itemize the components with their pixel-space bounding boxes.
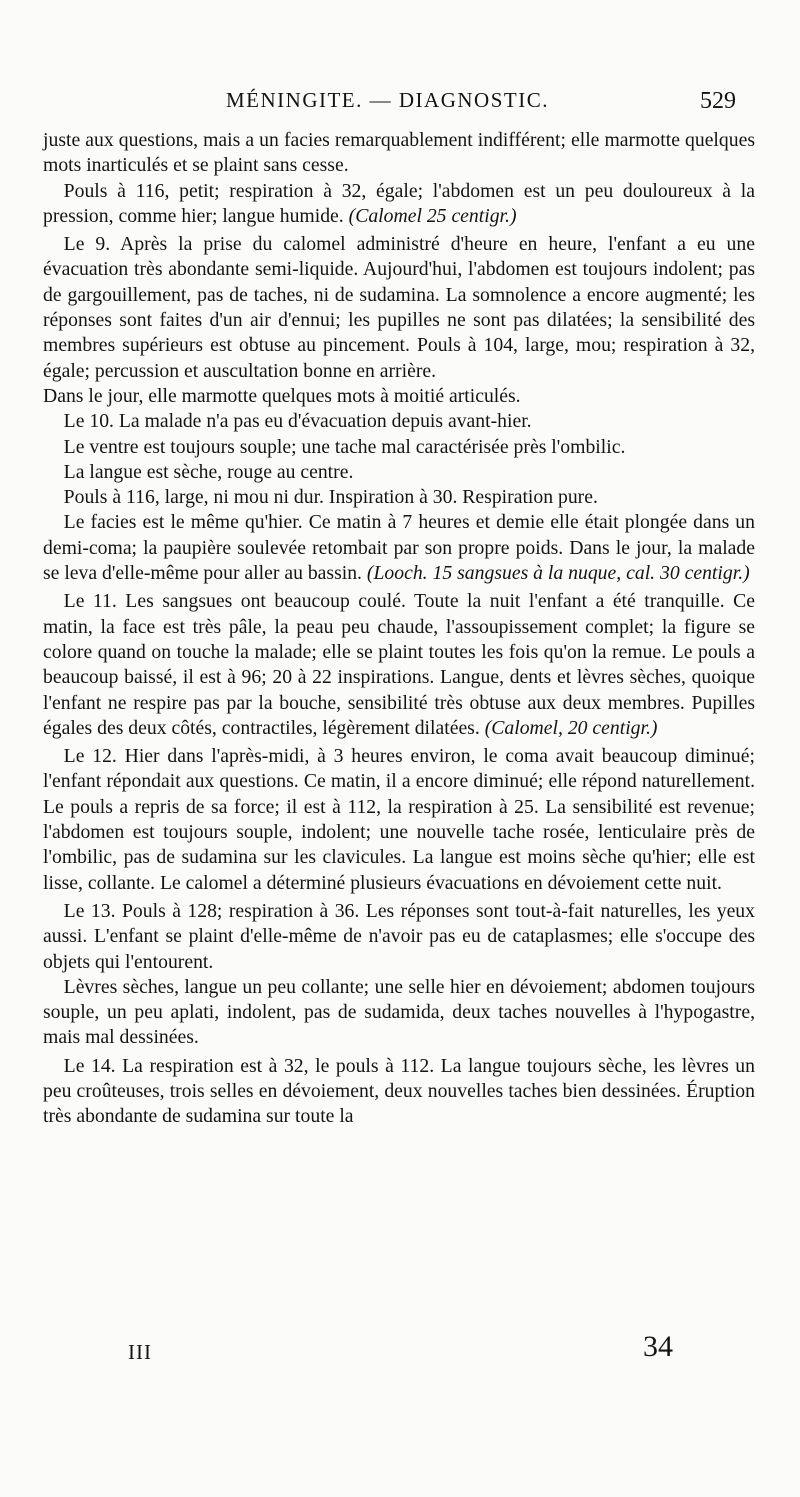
paragraph-text: Le 9. Après la prise du calomel administré d'heure en heure, l'enfant a eu une évacuation très abondante semi-liquide. Aujourd'hui, l'abdomen est toujours indolent; pas de gargouillement, pas de taches, ni de sudamina. La somnolence a encore augmenté; les réponses sont faites d'un air d'ennui; les pupilles ne sont pas dilatées; la sensibilité des membres supérieurs est obtuse au pincement. Pouls à 104, large, mou; respiration à 32, égale; percussion et auscultation bonne en arrière. (43, 233, 755, 382)
paragraph-text: Pouls à 116, petit; respiration à 32, égale; l'abdomen est un peu douloureux à la pression, comme hier; langue humide. (43, 179, 755, 227)
paragraph-text: Le 12. Hier dans l'après-midi, à 3 heures environ, le coma avait beaucoup diminué; l'enfant répondait aux questions. Ce matin, il a encore diminué; elle répond naturellement. Le pouls a repris de sa force; il est à 112, la respiration à 25. La sensibilité est revenue; l'abdomen est toujours souple, indolent; une nouvelle tache rosée, lenticulaire près de l'ombilic, pas de sudamina sur les clavicules. La langue est moins sèche qu'hier; elle est lisse, collante. Le calomel a déterminé plusieurs évacuations en dévoiement cette nuit. (43, 745, 755, 894)
paragraph-text: Le 13. Pouls à 128; respiration à 36. Les réponses sont tout-à-fait naturelles, les yeux aussi. L'enfant se plaint d'elle-même de n'avoir pas eu de cataplasmes; elle s'occupe des objets qui l'entourent. (43, 899, 755, 973)
paragraph-text: juste aux questions, mais a un facies remarquablement indifférent; elle marmotte quelques mots inarticulés et se plaint sans cesse. (43, 129, 755, 177)
paragraph (43, 232, 755, 384)
paragraph (43, 128, 755, 179)
paragraph-text: Pouls à 116, large, ni mou ni dur. Inspiration à 30. Respiration pure. (63, 486, 598, 509)
paragraph (43, 510, 755, 586)
paragraph (43, 435, 755, 460)
body-text (43, 128, 755, 1130)
prescription-note: (Calomel 25 centigr.) (348, 204, 517, 227)
paragraph (43, 899, 755, 975)
paragraph-text: Le 14. La respiration est à 32, le pouls à 112. La langue toujours sèche, les lèvres un peu croûteuses, trois selles en dévoiement, deux nouvelles taches bien dessinées. Éruption très abondante de sudamina sur toute la (43, 1054, 755, 1128)
paragraph-text: Le facies est le même qu'hier. Ce matin à 7 heures et demie elle était plongée dans un demi-coma; la paupière soulevée retombait par son propre poids. Dans le jour, la malade se leva d'elle-même pour aller au bassin. (43, 511, 755, 585)
paragraph (43, 975, 755, 1051)
paragraph-text: La langue est sèche, rouge au centre. (63, 460, 354, 483)
paragraph (43, 179, 755, 230)
page-footer (0, 1332, 800, 1372)
sheet-number: 34 (643, 1330, 673, 1363)
paragraph-text: Le 11. Les sangsues ont beaucoup coulé. Toute la nuit l'enfant a été tranquille. Ce matin, la face est très pâle, la peau peu chaude, l'assoupissement complet; la figure se colore quand on touche la malade; elle se plaint toutes les fois qu'on la remue. Le pouls a beaucoup baissé, il est à 96; 20 à 22 inspirations. Langue, dents et lèvres sèches, quoique l'enfant ne respire pas par la bouche, sensibilité très obtuse aux deux membres. Pupilles égales des deux côtés, contractiles, légèrement dilatées. (43, 590, 755, 739)
paragraph (43, 384, 755, 409)
paragraph-text: Dans le jour, elle marmotte quelques mots à moitié articulés. (43, 384, 521, 407)
paragraph (43, 485, 755, 510)
paragraph (43, 1054, 755, 1130)
paragraph (43, 460, 755, 485)
paragraph (43, 744, 755, 896)
paragraph (43, 589, 755, 741)
paragraph-text: Lèvres sèches, langue un peu collante; une selle hier en dévoiement; abdomen toujours souple, un peu aplati, indolent, pas de sudamida, deux taches nouvelles à l'hypogastre, mais mal dessinées. (43, 975, 755, 1049)
prescription-note: (Calomel, 20 centigr.) (484, 716, 658, 739)
page-number: 529 (700, 88, 736, 114)
paragraph (43, 409, 755, 434)
paragraph-text: Le ventre est toujours souple; une tache mal caractérisée près l'ombilic. (63, 435, 626, 458)
signature-mark: III (128, 1340, 152, 1364)
running-title: MÉNINGITE. — DIAGNOSTIC. (226, 88, 549, 112)
running-head (0, 88, 800, 118)
paragraph-text: Le 10. La malade n'a pas eu d'évacuation depuis avant-hier. (63, 410, 532, 433)
prescription-note: (Looch. 15 sangsues à la nuque, cal. 30 centigr.) (366, 562, 750, 585)
